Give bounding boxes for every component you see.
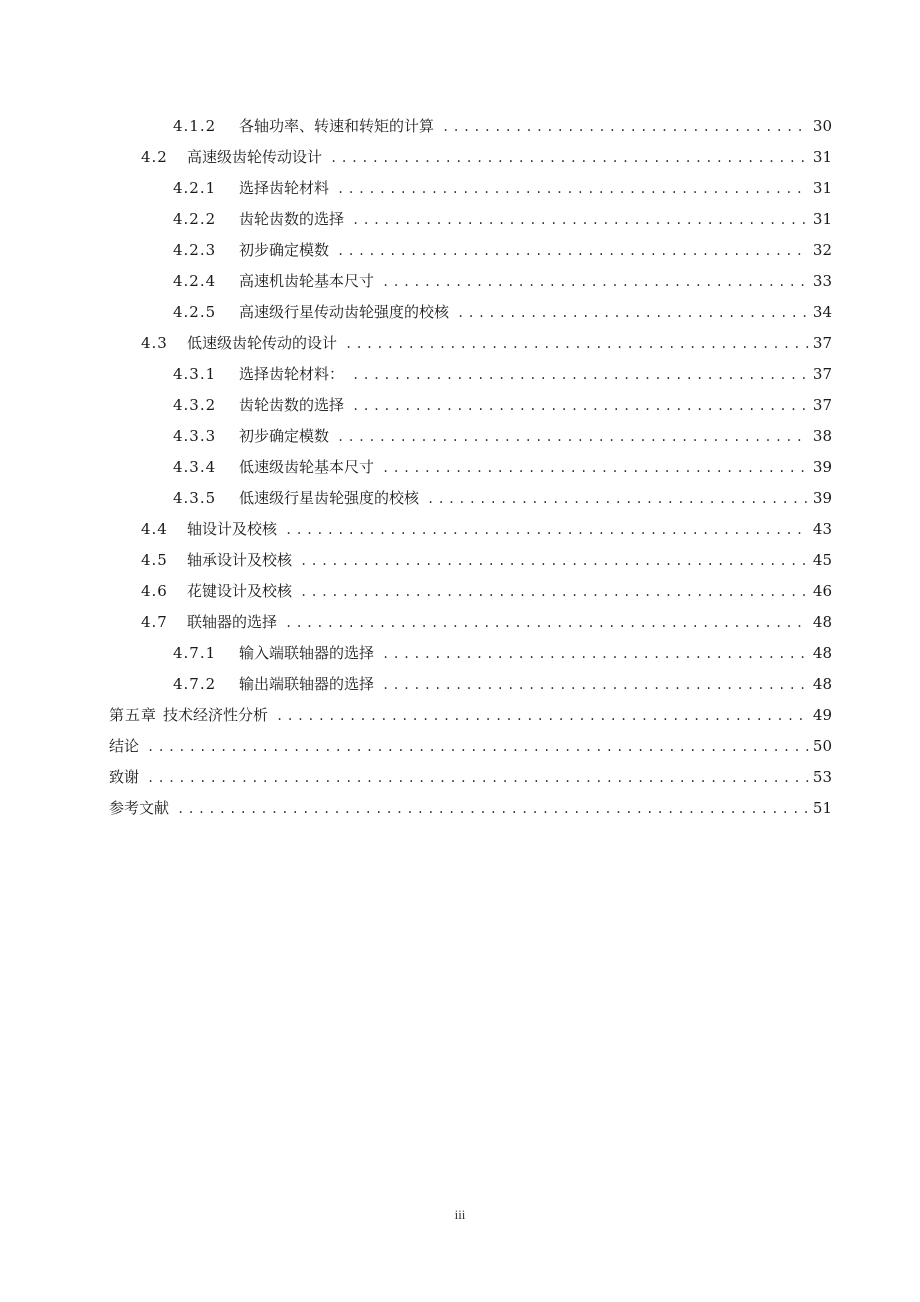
toc-entry-page: 38: [812, 427, 832, 445]
toc-entry[interactable]: [0, 607, 920, 638]
toc-entry-page: 31: [812, 179, 832, 197]
toc-entry-number: 4.5: [141, 551, 168, 569]
toc-entry[interactable]: [0, 297, 920, 328]
toc-entry-title: 花键设计及校核: [187, 582, 293, 600]
toc-entry-number: 4.3.3: [173, 427, 217, 445]
toc-entry-title: 齿轮齿数的选择: [239, 210, 345, 228]
toc-entry-page: 39: [812, 458, 832, 476]
toc-entry-title: 选择齿轮材料: [239, 179, 330, 197]
toc-entry-title: 高速级齿轮传动设计: [187, 148, 323, 166]
toc-entry-number: 4.3: [141, 334, 168, 352]
toc-entry-title: 选择齿轮材料：: [239, 365, 345, 383]
toc-dot-leader: [382, 670, 809, 701]
toc-dot-leader: [352, 360, 809, 391]
toc-entry-page: 34: [812, 303, 832, 321]
toc-entry-page: 31: [812, 210, 832, 228]
toc-entry-title: 初步确定模数: [239, 427, 330, 445]
toc-dot-leader: [300, 546, 809, 577]
toc-dot-leader: [442, 112, 809, 143]
toc-dot-leader: [457, 298, 809, 329]
toc-entry-number: 4.4: [141, 520, 168, 538]
toc-entry-title: 低速级齿轮基本尺寸: [239, 458, 375, 476]
toc-entry[interactable]: [0, 266, 920, 297]
toc-entry-title: 高速级行星传动齿轮强度的校核: [239, 303, 450, 321]
toc-entry-number: 4.3.5: [173, 489, 217, 507]
toc-entry[interactable]: [0, 421, 920, 452]
toc-dot-leader: [285, 608, 809, 639]
toc-dot-leader: [276, 701, 809, 732]
toc-entry-page: 33: [812, 272, 832, 290]
toc-entry-page: 37: [812, 396, 832, 414]
toc-dot-leader: [352, 205, 809, 236]
toc-entry-title: 齿轮齿数的选择: [239, 396, 345, 414]
toc-entry-number: 4.3.2: [173, 396, 217, 414]
toc-entry-page: 32: [812, 241, 832, 259]
toc-entry-number: 4.2.2: [173, 210, 217, 228]
toc-entry-title: 低速级行星齿轮强度的校核: [239, 489, 420, 507]
toc-entry-title: 初步确定模数: [239, 241, 330, 259]
toc-entry-page: 37: [812, 365, 832, 383]
toc-dot-leader: [337, 236, 809, 267]
toc-entry-number: 4.2.1: [173, 179, 217, 197]
toc-entry[interactable]: [0, 111, 920, 142]
toc-dot-leader: [147, 732, 809, 763]
toc-entry-page: 45: [812, 551, 832, 569]
toc-entry[interactable]: [0, 700, 920, 731]
toc-entry-page: 43: [812, 520, 832, 538]
toc-entry-title: 结论: [109, 737, 140, 755]
toc-entry-number: 4.3.1: [173, 365, 217, 383]
toc-entry[interactable]: [0, 204, 920, 235]
toc-dot-leader: [337, 174, 809, 205]
toc-dot-leader: [300, 577, 809, 608]
toc-entry-title: 各轴功率、转速和转矩的计算: [239, 117, 435, 135]
toc-entry-number: 4.7.2: [173, 675, 217, 693]
toc-entry-page: 48: [812, 613, 832, 631]
toc-entry-number: 4.1.2: [173, 117, 217, 135]
toc-entry-page: 53: [812, 768, 832, 786]
toc-entry-title: 高速机齿轮基本尺寸: [239, 272, 375, 290]
toc-entry-number: 4.2.3: [173, 241, 217, 259]
toc-entry[interactable]: [0, 576, 920, 607]
toc-entry-page: 46: [812, 582, 832, 600]
toc-entry-page: 39: [812, 489, 832, 507]
toc-entry-number: 4.7.1: [173, 644, 217, 662]
toc-entry-number: 4.7: [141, 613, 168, 631]
toc-entry-page: 31: [812, 148, 832, 166]
toc-entry[interactable]: [0, 359, 920, 390]
toc-entry[interactable]: [0, 762, 920, 793]
toc-entry[interactable]: [0, 142, 920, 173]
toc-entry-title: 致谢: [109, 768, 140, 786]
toc-entry-page: 50: [812, 737, 832, 755]
toc-dot-leader: [345, 329, 809, 360]
toc-entry[interactable]: [0, 793, 920, 824]
toc-entry-title: 输入端联轴器的选择: [239, 644, 375, 662]
toc-entry[interactable]: [0, 514, 920, 545]
toc-entry-number: 4.6: [141, 582, 168, 600]
toc-entry[interactable]: [0, 731, 920, 762]
toc-entry-title: 低速级齿轮传动的设计: [187, 334, 338, 352]
toc-entry[interactable]: [0, 390, 920, 421]
toc-entry-number: 4.3.4: [173, 458, 217, 476]
toc-dot-leader: [352, 391, 809, 422]
toc-dot-leader: [330, 143, 809, 174]
toc-dot-leader: [382, 453, 809, 484]
toc-entry[interactable]: [0, 173, 920, 204]
toc-entry-page: 48: [812, 675, 832, 693]
toc-entry-page: 51: [812, 799, 832, 817]
toc-entry-title: 输出端联轴器的选择: [239, 675, 375, 693]
toc-entry[interactable]: [0, 235, 920, 266]
toc-entry-number: 4.2: [141, 148, 168, 166]
toc-entry-title: 轴设计及校核: [187, 520, 278, 538]
toc-entry-page: 37: [812, 334, 832, 352]
toc-entry[interactable]: [0, 452, 920, 483]
toc-entry-number: 第五章: [109, 706, 158, 724]
toc-entry-title: 技术经济性分析: [163, 706, 269, 724]
toc-entry-page: 48: [812, 644, 832, 662]
toc-entry-title: 参考文献: [109, 799, 170, 817]
toc-entry[interactable]: [0, 545, 920, 576]
toc-entry[interactable]: [0, 638, 920, 669]
toc-entry-title: 轴承设计及校核: [187, 551, 293, 569]
toc-dot-leader: [285, 515, 809, 546]
toc-dot-leader: [147, 763, 809, 794]
toc-entry[interactable]: [0, 483, 920, 514]
toc-dot-leader: [382, 267, 809, 298]
table-of-contents: [0, 111, 920, 824]
toc-dot-leader: [337, 422, 809, 453]
toc-entry-title: 联轴器的选择: [187, 613, 278, 631]
toc-entry-page: 49: [812, 706, 832, 724]
toc-dot-leader: [177, 794, 809, 825]
toc-dot-leader: [382, 639, 809, 670]
toc-entry[interactable]: [0, 328, 920, 359]
toc-entry-number: 4.2.5: [173, 303, 217, 321]
toc-dot-leader: [427, 484, 809, 515]
toc-entry-number: 4.2.4: [173, 272, 217, 290]
toc-entry-page: 30: [812, 117, 832, 135]
page-number: iii: [454, 1207, 466, 1222]
toc-entry[interactable]: [0, 669, 920, 700]
